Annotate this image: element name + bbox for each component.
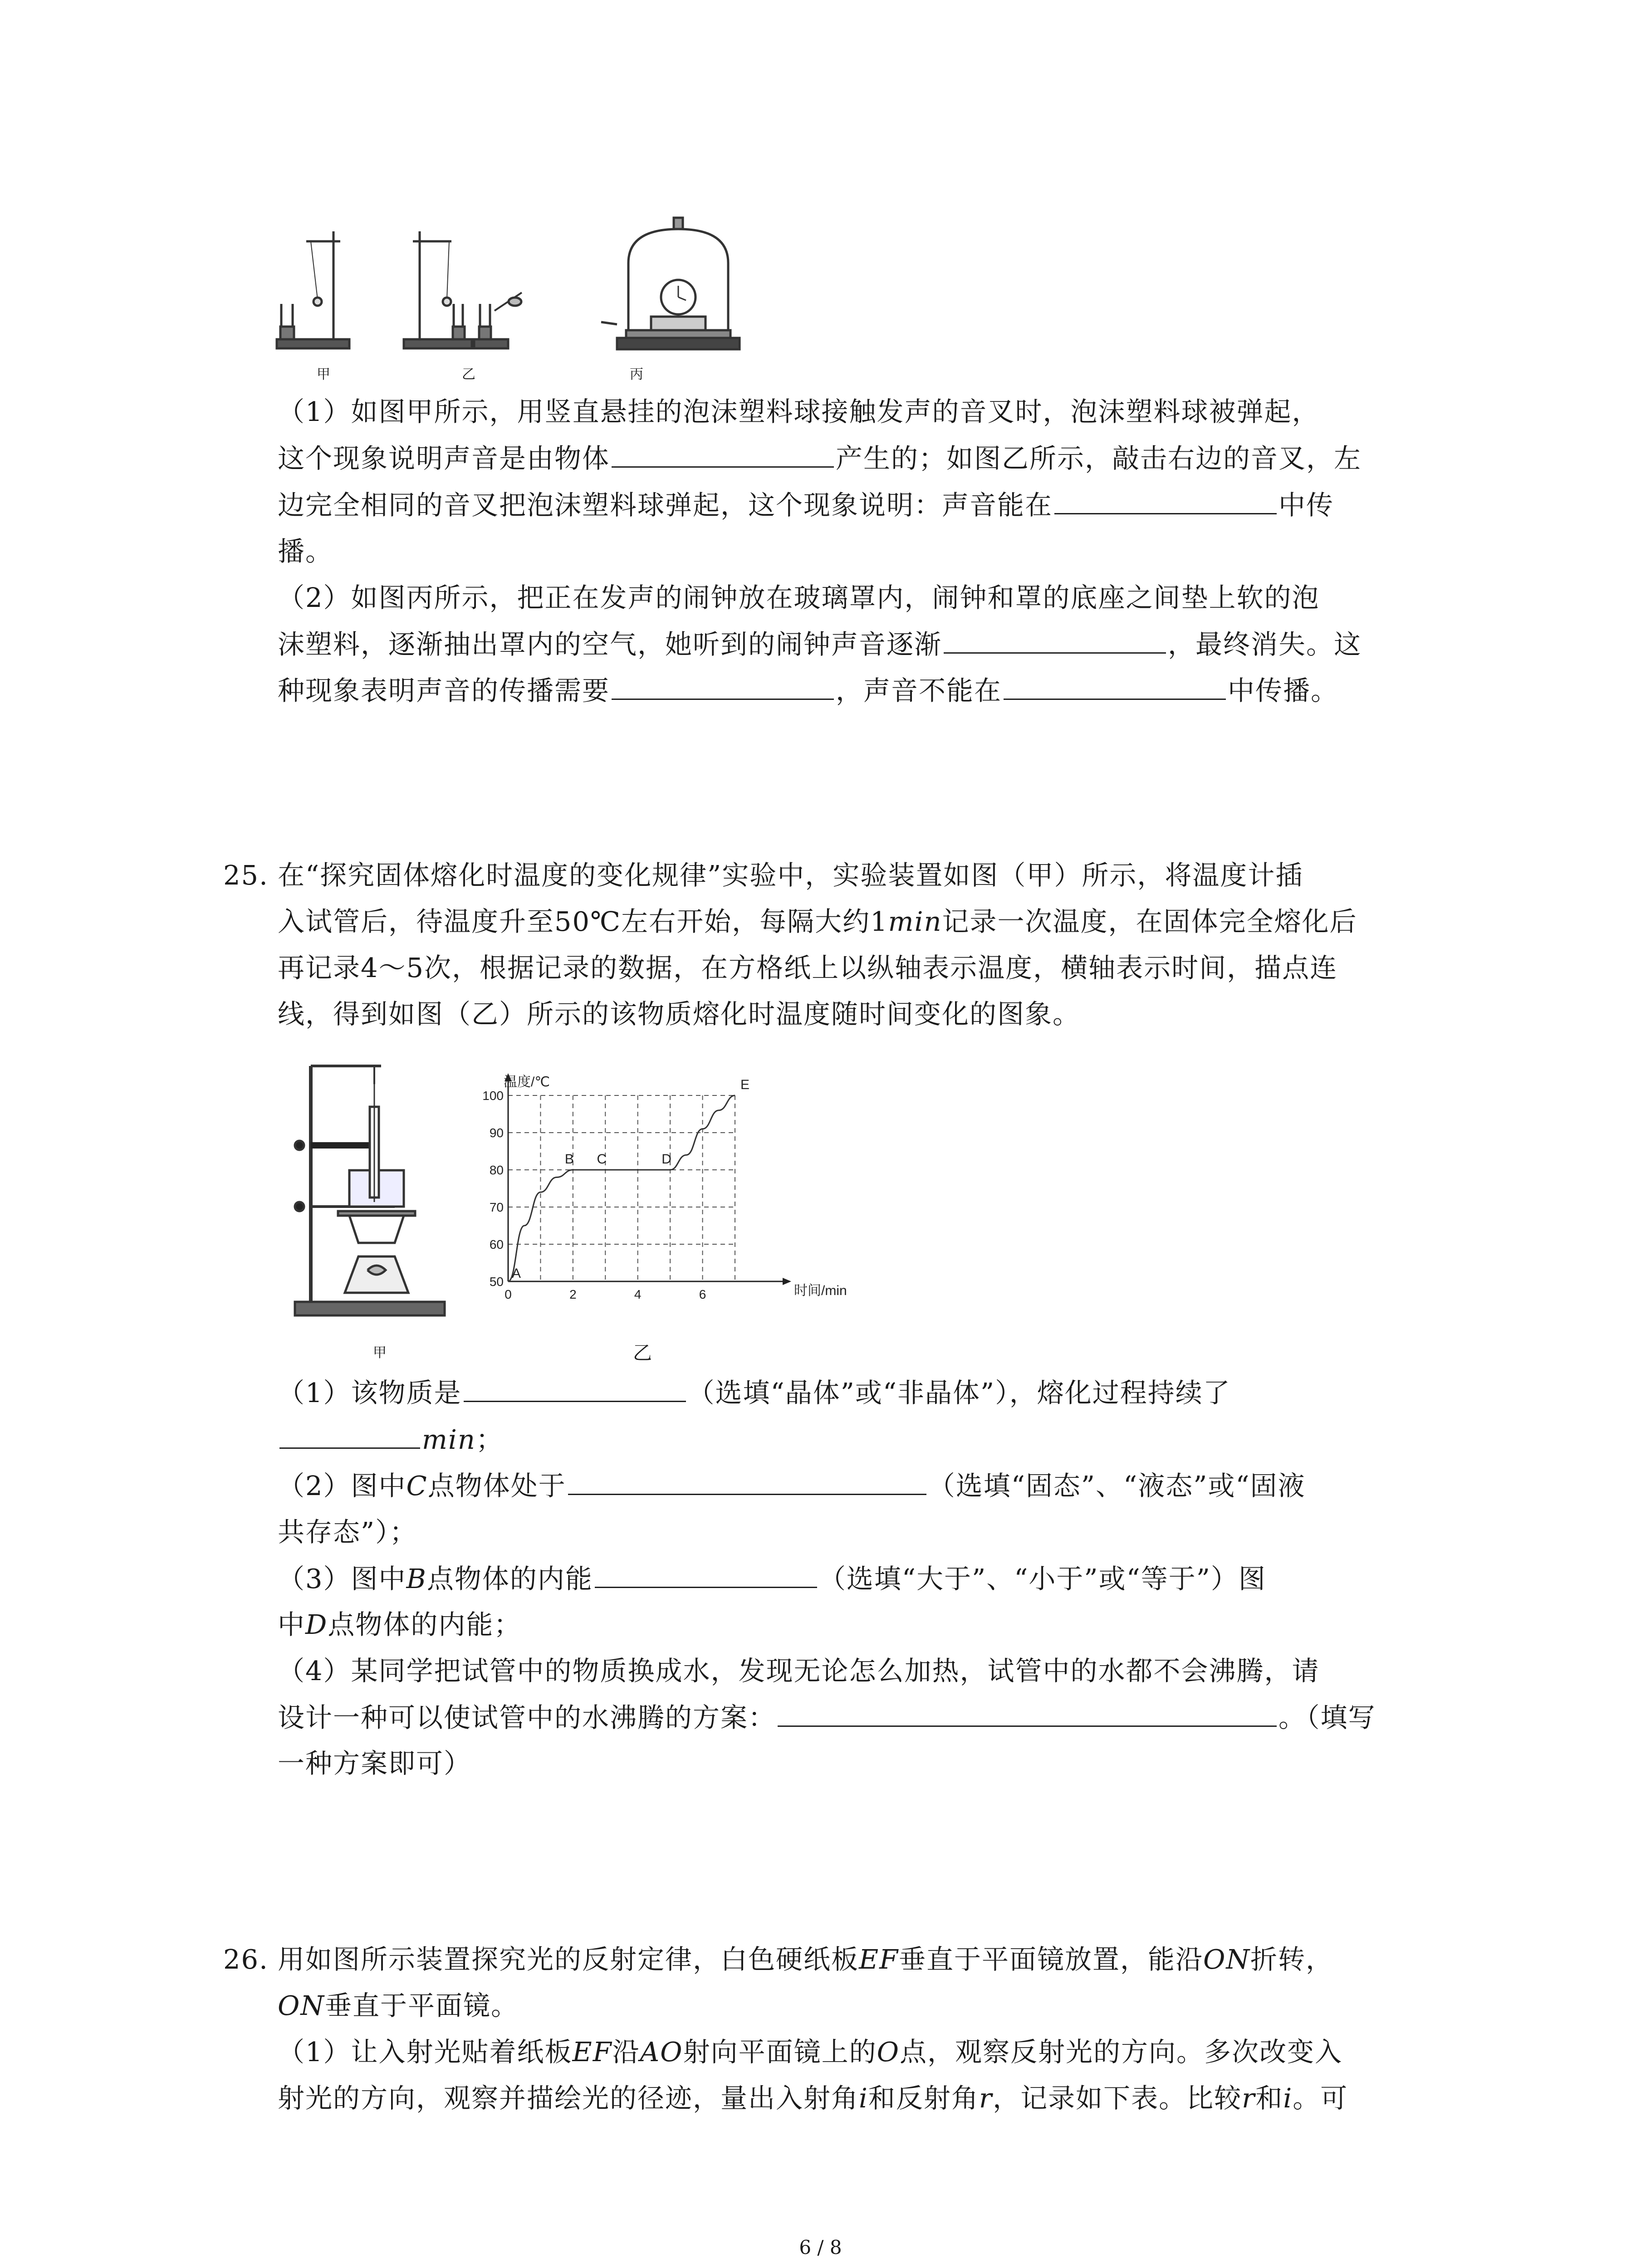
answer-blank-state[interactable]	[568, 1467, 926, 1495]
answer-blank-crystal[interactable]	[464, 1374, 686, 1402]
text: 点物体的内能	[426, 1563, 593, 1594]
page-number: 6 / 8	[799, 2236, 842, 2258]
y-tick-label: 90	[489, 1126, 504, 1140]
text: 用如图所示装置探究光的反射定律，白色硬纸板	[278, 1944, 859, 1975]
text: 沫塑料，逐渐抽出罩内的空气，她听到的闹钟声音逐渐	[278, 629, 942, 660]
melting-curve-chart	[481, 1070, 889, 1334]
var-EF: EF	[859, 1944, 899, 1975]
sound-q1-line2	[278, 440, 1362, 477]
apparatus-label-jia: 甲	[373, 1345, 387, 1361]
point-label-D: D	[661, 1152, 671, 1167]
sound-q1-line3	[278, 487, 1334, 523]
text: 产生的；如图乙所示，敲击右边的音叉，左	[836, 443, 1362, 474]
y-tick-label: 60	[489, 1237, 504, 1251]
text: 点，观察反射光的方向。多次改变入	[899, 2036, 1342, 2068]
answer-blank-duration[interactable]	[279, 1421, 420, 1449]
text: 中	[278, 1609, 306, 1640]
text: ；	[475, 1424, 504, 1455]
var-D: D	[305, 1609, 328, 1640]
var-ON: ON	[1203, 1944, 1251, 1975]
q25-line1: 在“探究固体熔化时温度的变化规律”实验中，实验装置如图（甲）所示，将温度计插	[278, 860, 1303, 891]
q25-s3-line1	[278, 1560, 1266, 1597]
unit: min	[422, 1424, 476, 1455]
chart-label-yi: 乙	[633, 1342, 652, 1364]
sound-q1-line4: 播。	[278, 536, 333, 567]
text: （选填“大于”、“小于”或“等于”）图	[818, 1563, 1266, 1594]
answer-blank-medium[interactable]	[1054, 487, 1277, 514]
answer-blank-needs[interactable]	[612, 672, 834, 700]
point-label-E: E	[740, 1077, 750, 1092]
text: 。（填写	[1279, 1702, 1376, 1733]
unit: min	[888, 906, 942, 937]
text: 中传播。	[1228, 675, 1339, 706]
point-label-A: A	[512, 1266, 521, 1281]
figure-label-jia: 甲	[317, 367, 330, 382]
text: 记录一次温度，在固体完全熔化后	[942, 906, 1357, 937]
q25-s1-line1	[278, 1374, 1231, 1411]
var-C: C	[406, 1470, 428, 1501]
text: 种现象表明声音的传播需要	[278, 675, 610, 706]
q25-line3: 再记录4～5次，根据记录的数据，在方格纸上以纵轴表示温度，横轴表示时间，描点连	[278, 952, 1338, 983]
q25-line2	[278, 904, 1357, 940]
text: 。可	[1293, 2082, 1348, 2114]
y-tick-label: 70	[489, 1200, 504, 1214]
melting-apparatus-figure	[290, 1057, 454, 1325]
var-r: r	[1242, 2082, 1256, 2114]
sound-q2-line2	[278, 626, 1362, 663]
var-AO: AO	[640, 2036, 683, 2068]
y-tick-label: 80	[489, 1163, 504, 1177]
q25-s1-line2	[278, 1421, 504, 1458]
sound-q2-line3	[278, 672, 1338, 709]
text: ，最终消失。这	[1168, 629, 1362, 660]
q25-s2-line2: 共存态”）；	[278, 1516, 417, 1548]
y-tick-label: 100	[482, 1089, 504, 1103]
q25-s4-line2	[278, 1699, 1376, 1736]
text: 和	[1255, 2082, 1283, 2114]
text: 中传	[1279, 489, 1334, 521]
answer-blank-vibration[interactable]	[612, 440, 834, 468]
text: （2）图中	[278, 1470, 407, 1501]
var-ON: ON	[278, 1990, 325, 2021]
var-i: i	[859, 2082, 868, 2114]
text: （选填“固态”、“液态”或“固液	[928, 1470, 1306, 1501]
y-tick-label: 50	[489, 1275, 504, 1289]
q25-s2-line1	[278, 1467, 1306, 1504]
text: 点物体的内能；	[328, 1609, 522, 1640]
text: （1）让入射光贴着纸板	[278, 2036, 573, 2068]
var-i: i	[1283, 2082, 1293, 2114]
q26-line3	[278, 2034, 1342, 2070]
q25-s3-line2	[278, 1607, 521, 1643]
answer-blank-energy[interactable]	[595, 1560, 817, 1588]
text: 沿	[612, 2036, 640, 2068]
sound-q2-line1: （2）如图丙所示，把正在发声的闹钟放在玻璃罩内，闹钟和罩的底座之间垫上软的泡	[278, 582, 1320, 613]
text: 设计一种可以使试管中的水沸腾的方案：	[278, 1702, 776, 1733]
q25-number: 25.	[223, 860, 269, 891]
text: 点物体处于	[427, 1470, 566, 1501]
var-r: r	[979, 2082, 993, 2114]
text: 折转，	[1250, 1944, 1334, 1975]
text: 射向平面镜上的	[683, 2036, 877, 2068]
x-tick-label: 2	[569, 1287, 577, 1301]
q26-line1	[278, 1941, 1333, 1978]
text: （1）该物质是	[278, 1377, 462, 1408]
text: 边完全相同的音叉把泡沫塑料球弹起，这个现象说明：声音能在	[278, 489, 1053, 521]
figure-label-bing: 丙	[630, 367, 643, 382]
sound-q1-line1: （1）如图甲所示，用竖直悬挂的泡沫塑料球接触发声的音叉时，泡沫塑料球被弹起，	[278, 396, 1320, 427]
answer-blank-sound-change[interactable]	[944, 626, 1166, 654]
chart-grid	[508, 1095, 735, 1281]
text: ，声音不能在	[836, 675, 1002, 706]
var-EF: EF	[572, 2036, 612, 2068]
melting-curve-line	[508, 1095, 735, 1281]
text: 垂直于平面镜。	[325, 1990, 519, 2021]
point-label-C: C	[597, 1152, 607, 1167]
answer-blank-boiling-plan[interactable]	[778, 1699, 1277, 1727]
var-B: B	[406, 1563, 427, 1594]
text: 入试管后，待温度升至50℃左右开始，每隔大约1	[278, 906, 888, 937]
text: 垂直于平面镜放置，能沿	[899, 1944, 1204, 1975]
text: 和反射角	[868, 2082, 979, 2114]
text: （3）图中	[278, 1563, 407, 1594]
text: 这个现象说明声音是由物体	[278, 443, 610, 474]
text: （选填“晶体”或“非晶体”），熔化过程持续了	[687, 1377, 1231, 1408]
sound-experiment-figures	[268, 213, 744, 363]
x-tick-label: 0	[505, 1287, 512, 1301]
point-label-B: B	[564, 1152, 574, 1167]
chart-point-labels	[512, 1077, 749, 1281]
q26-number: 26.	[223, 1944, 269, 1975]
q25-s4-line3: 一种方案即可）	[278, 1748, 472, 1779]
q25-s4-line1: （4）某同学把试管中的物质换成水，发现无论怎么加热，试管中的水都不会沸腾，请	[278, 1655, 1320, 1686]
figure-label-yi: 乙	[462, 367, 475, 382]
text: 射光的方向，观察并描绘光的径迹，量出入射角	[278, 2082, 859, 2114]
q25-line4: 线，得到如图（乙）所示的该物质熔化时温度随时间变化的图象。	[278, 998, 1081, 1030]
q26-line2	[278, 1988, 519, 2024]
y-axis-label: 温度/℃	[504, 1075, 550, 1090]
chart-axes	[505, 1073, 791, 1285]
text: ，记录如下表。比较	[993, 2082, 1242, 2114]
x-axis-arrow	[783, 1278, 791, 1285]
answer-blank-vacuum[interactable]	[1004, 672, 1226, 700]
x-tick-label: 6	[699, 1287, 706, 1301]
x-tick-label: 4	[634, 1287, 642, 1301]
q26-line4	[278, 2080, 1348, 2116]
x-axis-label: 时间/min	[794, 1283, 847, 1298]
var-O: O	[877, 2036, 900, 2068]
